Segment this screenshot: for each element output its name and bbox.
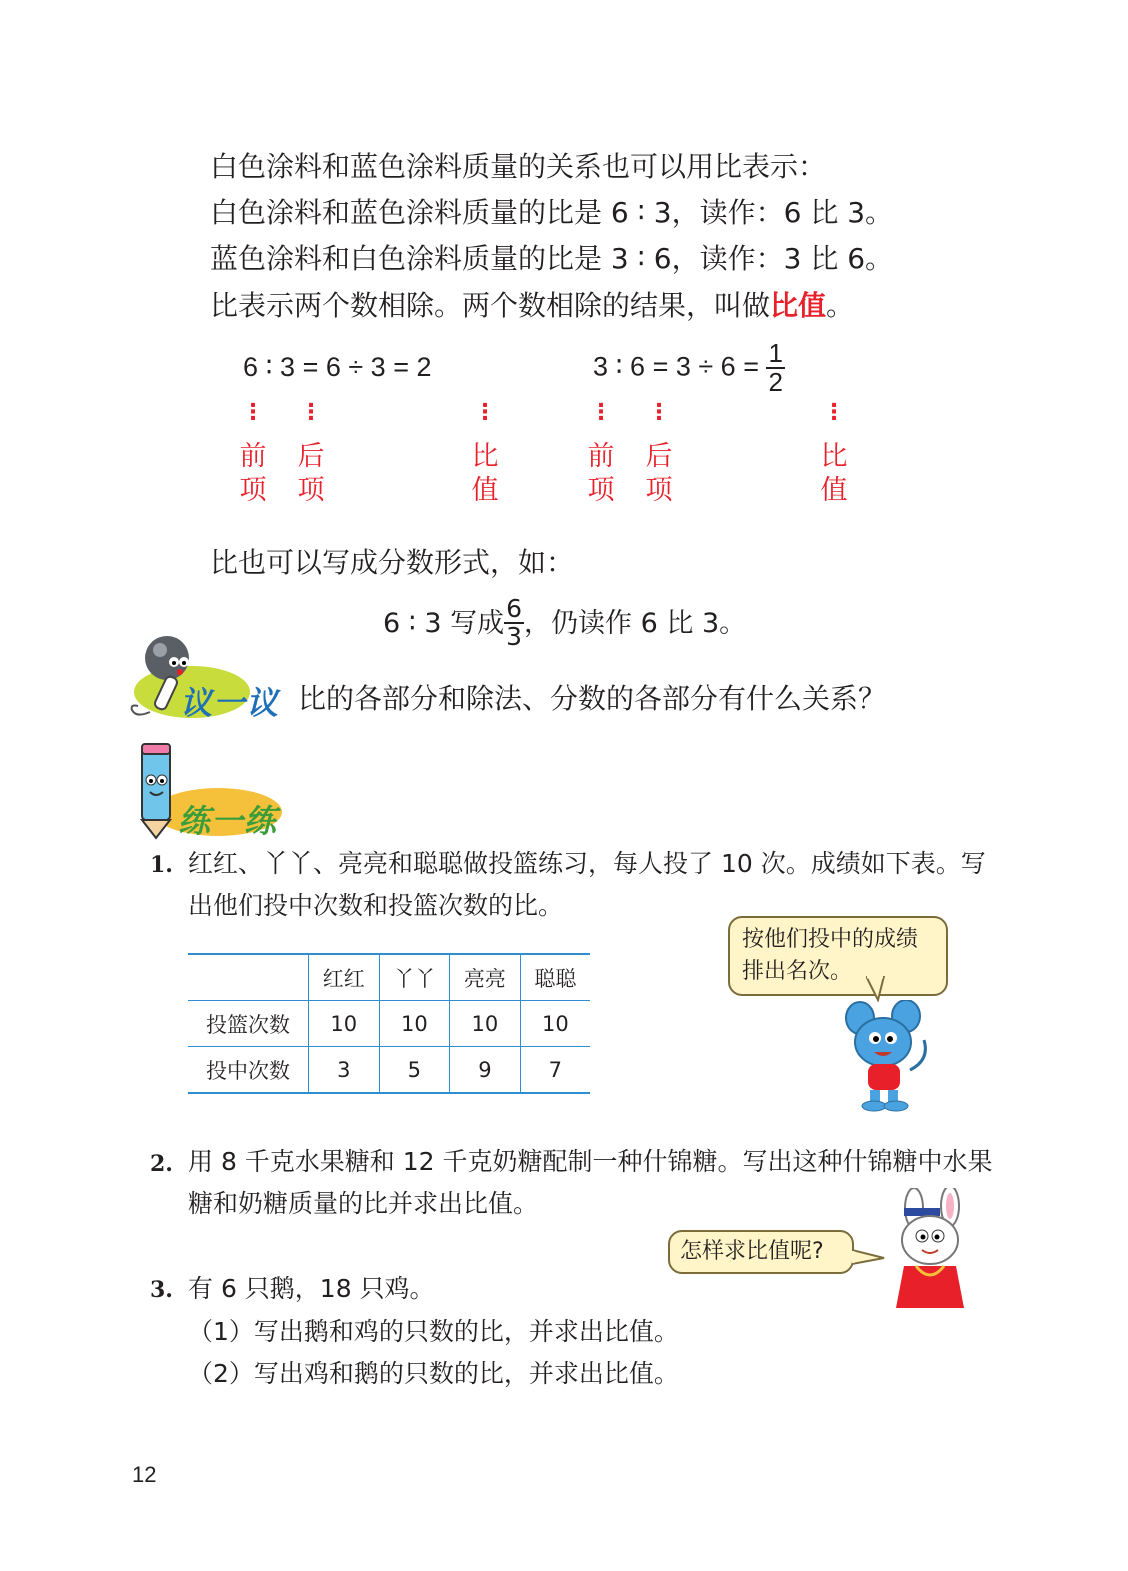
table-cell: 10: [379, 1001, 450, 1047]
equation-1: 6 ∶ 3 = 6 ÷ 3 = 2: [243, 352, 432, 382]
fraction-intro: 比也可以写成分数形式，如：: [210, 546, 575, 579]
label-back-term: 后项: [645, 441, 673, 506]
fraction-example-suffix: ，仍读作 6 比 3。: [524, 607, 747, 639]
q3-sub-1: （1）写出鹅和鸡的只数的比，并求出比值。: [188, 1317, 679, 1346]
bubble-line: 按他们投中的成绩: [742, 927, 919, 952]
blue-mouse-mascot-icon: [840, 1000, 940, 1112]
table-header-cell: 红红: [309, 954, 380, 1001]
label-ratio-value: 比值: [471, 441, 499, 506]
page-number: 12: [132, 1462, 157, 1487]
table-cell: 10: [450, 1001, 521, 1047]
bubble-tail-icon: [866, 976, 886, 1002]
practice-badge: [122, 740, 292, 840]
label-front-term: 前项: [239, 441, 267, 506]
fraction-numerator: 1: [768, 338, 783, 368]
equation-2: [593, 340, 785, 397]
table-row: [188, 1047, 590, 1094]
pointer-dots: ⋮: [242, 400, 264, 425]
q1-line-2: 出他们投中次数和投篮次数的比。: [188, 891, 564, 920]
bubble-tail-icon: [852, 1248, 886, 1266]
score-table: [188, 953, 590, 1094]
pointer-dots: ⋮: [823, 400, 845, 425]
fraction-example-prefix: 6 ∶ 3 写成: [383, 607, 505, 639]
pointer-dots: ⋮: [300, 400, 322, 425]
table-cell: 10: [309, 1001, 380, 1047]
intro-line-3: 蓝色涂料和白色涂料质量的比是 3 ∶ 6，读作：3 比 6。: [210, 242, 894, 275]
equation-2-fraction: [766, 340, 784, 397]
pointer-dots: ⋮: [474, 400, 496, 425]
pointer-dots: ⋮: [648, 400, 670, 425]
question-number: 2.: [150, 1151, 173, 1177]
table-cell: 10: [520, 1001, 590, 1047]
table-cell: 3: [309, 1047, 380, 1094]
table-header-cell: 聪聪: [520, 954, 590, 1001]
label-front-term: 前项: [587, 441, 615, 506]
discuss-badge: [122, 628, 292, 724]
rabbit-mascot-icon: [882, 1188, 976, 1316]
pointer-dots: ⋮: [590, 400, 612, 425]
discuss-question: 比的各部分和除法、分数的各部分有什么关系？: [298, 682, 887, 715]
intro-line-4: [210, 283, 854, 329]
q2-line-1: 用 8 千克水果糖和 12 千克奶糖配制一种什锦糖。写出这种什锦糖中水果: [188, 1147, 993, 1176]
speech-bubble: 怎样求比值呢?: [668, 1230, 854, 1274]
intro-line-4-suffix: 。: [826, 289, 855, 322]
question-number: 1.: [150, 852, 173, 878]
table-header-cell: 亮亮: [450, 954, 521, 1001]
intro-line-4-prefix: 比表示两个数相除。两个数相除的结果，叫做: [210, 289, 771, 322]
q3-sub-2: （2）写出鸡和鹅的只数的比，并求出比值。: [188, 1359, 679, 1388]
practice-badge-label: 练一练: [178, 802, 278, 840]
bubble-line: 排出名次。: [742, 959, 853, 984]
fraction-denominator: 3: [506, 622, 523, 652]
fraction-example: [383, 596, 746, 651]
fraction-numerator: 6: [506, 594, 523, 623]
fraction-denominator: 2: [768, 367, 783, 398]
equation-2-text: 3 ∶ 6 = 3 ÷ 6 =: [593, 351, 759, 382]
fraction-example-fraction: [504, 596, 524, 651]
speech-bubble: [728, 916, 948, 996]
table-row: [188, 1001, 590, 1047]
question-number: 3.: [150, 1277, 173, 1303]
q3-line-1: 有 6 只鹅，18 只鸡。: [188, 1274, 435, 1303]
table-cell: 7: [520, 1047, 590, 1094]
intro-line-2: 白色涂料和蓝色涂料质量的比是 6 ∶ 3，读作：6 比 3。: [210, 196, 894, 229]
label-back-term: 后项: [297, 441, 325, 506]
discuss-badge-label: 议一议: [180, 684, 280, 722]
table-cell: [188, 954, 309, 1001]
table-header-cell: 丫丫: [379, 954, 450, 1001]
intro-line-1: 白色涂料和蓝色涂料质量的关系也可以用比表示：: [210, 150, 827, 183]
row-label: 投篮次数: [188, 1001, 309, 1047]
row-label: 投中次数: [188, 1047, 309, 1094]
table-cell: 9: [450, 1047, 521, 1094]
q2-line-2: 糖和奶糖质量的比并求出比值。: [188, 1189, 539, 1218]
label-ratio-value: 比值: [820, 441, 848, 506]
table-header-row: [188, 954, 590, 1001]
q1-line-1: 红红、丫丫、亮亮和聪聪做投篮练习，每人投了 10 次。成绩如下表。写: [188, 849, 986, 878]
table-cell: 5: [379, 1047, 450, 1094]
term-ratio-value: 比值: [770, 289, 827, 322]
